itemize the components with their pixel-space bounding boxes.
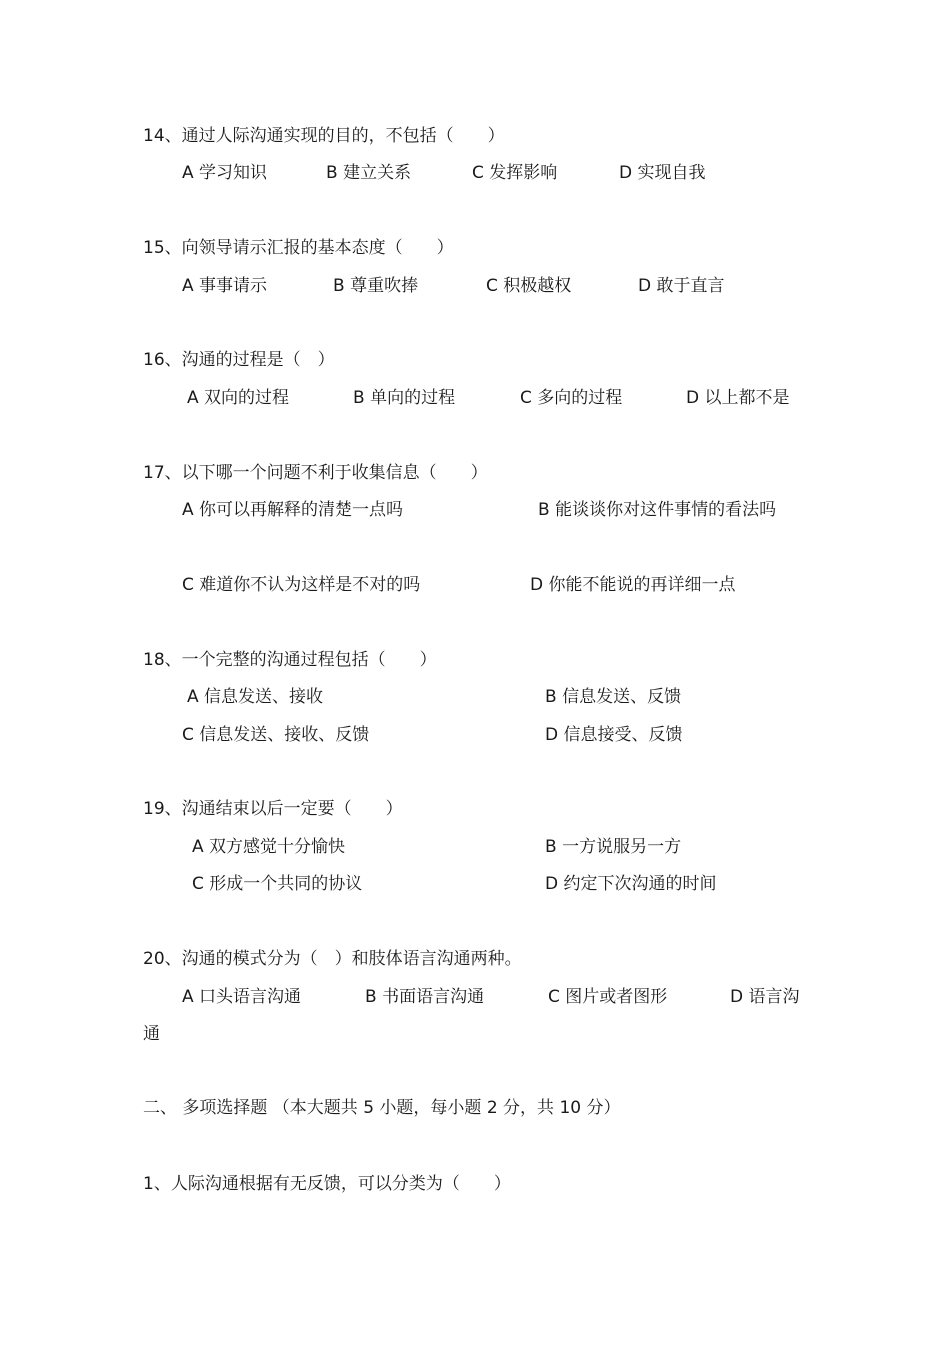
- option-14-b: B 建立关系: [326, 163, 412, 183]
- option-20-d: D 语言沟: [730, 987, 800, 1007]
- option-17-a: A 你可以再解释的清楚一点吗: [182, 500, 404, 520]
- question-14: 14、通过人际沟通实现的目的，不包括（ ）: [143, 126, 505, 146]
- option-14-d: D 实现自我: [619, 163, 706, 183]
- option-19-d: D 约定下次沟通的时间: [545, 874, 717, 894]
- option-19-c: C 形成一个共同的协议: [192, 874, 363, 894]
- multi-question-1: 1、人际沟通根据有无反馈，可以分类为（ ）: [143, 1174, 511, 1194]
- option-14-c: C 发挥影响: [472, 163, 558, 183]
- option-16-d: D 以上都不是: [686, 388, 790, 408]
- question-20: 20、沟通的模式分为（ ）和肢体语言沟通两种。: [143, 949, 522, 969]
- option-18-b: B 信息发送、反馈: [545, 687, 682, 707]
- question-16: 16、沟通的过程是（ ）: [143, 350, 335, 370]
- question-15: 15、向领导请示汇报的基本态度（ ）: [143, 238, 454, 258]
- option-17-c: C 难道你不认为这样是不对的吗: [182, 575, 421, 595]
- option-15-b: B 尊重吹捧: [333, 276, 419, 296]
- option-20-c: C 图片或者图形: [548, 987, 668, 1007]
- option-19-a: A 双方感觉十分愉快: [192, 837, 346, 857]
- question-19: 19、沟通结束以后一定要（ ）: [143, 799, 403, 819]
- option-14-a: A 学习知识: [182, 163, 268, 183]
- option-20-b: B 书面语言沟通: [365, 987, 485, 1007]
- option-16-c: C 多向的过程: [520, 388, 623, 408]
- option-16-b: B 单向的过程: [353, 388, 456, 408]
- option-15-c: C 积极越权: [486, 276, 572, 296]
- option-17-d: D 你能不能说的再详细一点: [530, 575, 736, 595]
- option-20-d-continued: 通: [143, 1024, 160, 1044]
- option-16-a: A 双向的过程: [187, 388, 290, 408]
- section-heading: 二、 多项选择题 （本大题共 5 小题，每小题 2 分，共 10 分）: [143, 1098, 621, 1118]
- question-18: 18、一个完整的沟通过程包括（ ）: [143, 650, 437, 670]
- option-20-a: A 口头语言沟通: [182, 987, 302, 1007]
- question-17: 17、以下哪一个问题不利于收集信息（ ）: [143, 463, 488, 483]
- option-15-d: D 敢于直言: [638, 276, 725, 296]
- option-15-a: A 事事请示: [182, 276, 268, 296]
- option-18-c: C 信息发送、接收、反馈: [182, 725, 370, 745]
- option-17-b: B 能谈谈你对这件事情的看法吗: [538, 500, 777, 520]
- option-18-d: D 信息接受、反馈: [545, 725, 683, 745]
- option-18-a: A 信息发送、接收: [187, 687, 324, 707]
- option-19-b: B 一方说服另一方: [545, 837, 682, 857]
